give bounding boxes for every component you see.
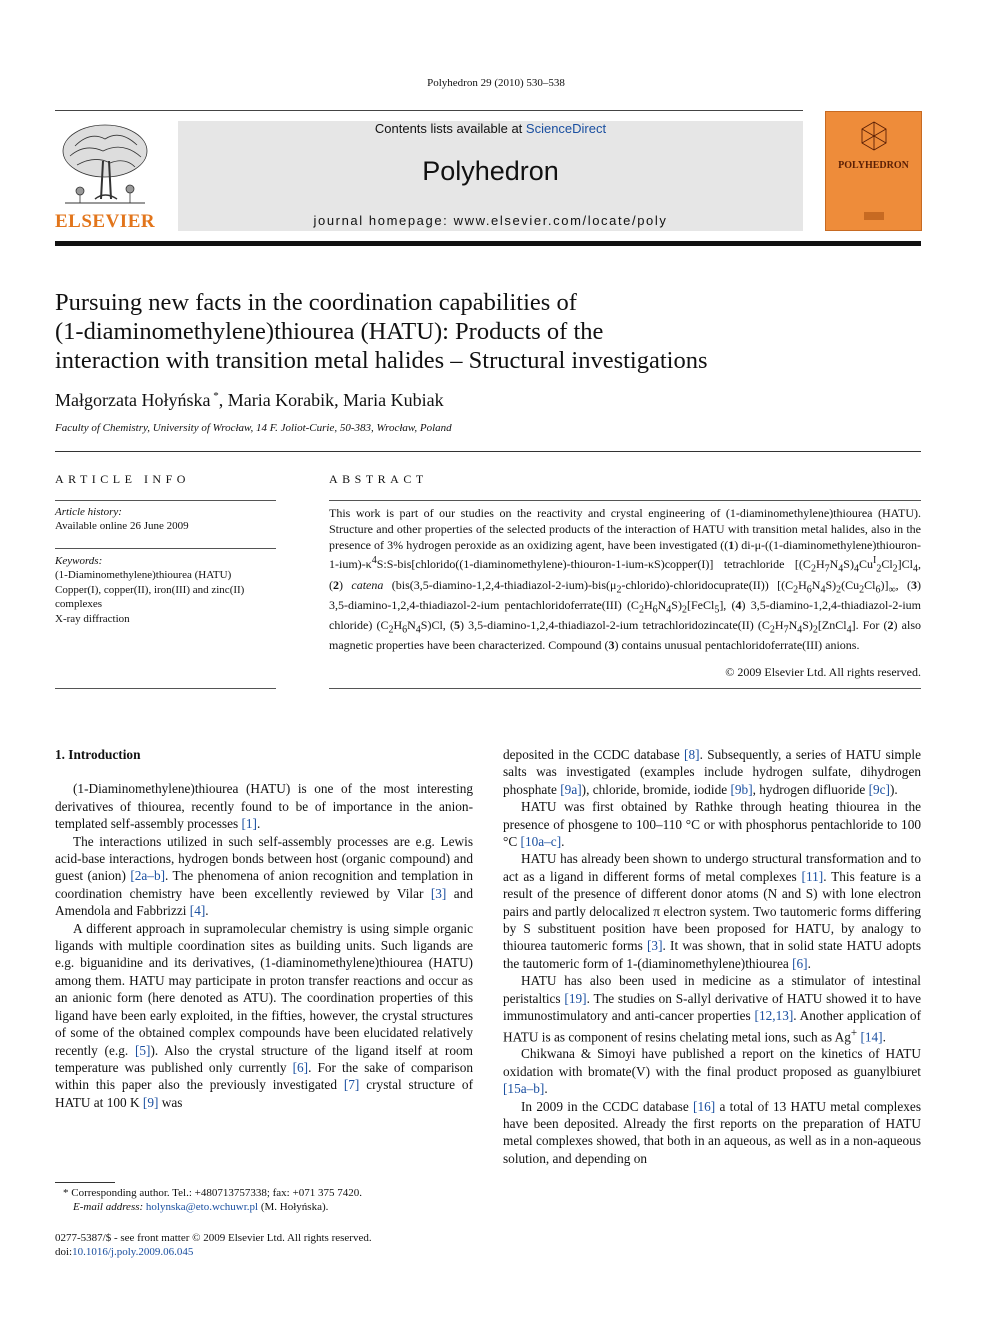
keyword: Copper(I), copper(II), iron(III) and zinc(II) [55,583,245,596]
elsevier-wordmark: ELSEVIER [55,211,156,232]
elsevier-tree-icon [55,121,155,211]
journal-cover[interactable] [825,111,922,231]
citation-link[interactable]: [9b] [730,781,753,797]
author-name: Małgorzata Hołyńska [55,390,211,410]
doi-link[interactable]: 10.1016/j.poly.2009.06.045 [72,1246,194,1258]
section-rule [55,451,921,452]
section-heading: 1. Introduction [55,747,141,762]
email-link[interactable]: holynska@eto.wchuwr.pl [145,1201,259,1213]
title-line: (1-diaminomethylene)thiourea (HATU): Products of the [55,318,604,345]
paragraph: Chikwana & Simoyi have published a report on the kinetics of HATU oxidation with bromate(V) with the final product proposed as guanylbiuret [15a–b]. [503,1046,921,1097]
article-info-heading: ARTICLE INFO [55,472,190,486]
header-rule [55,110,803,111]
paragraph: The interactions utilized in such self-assembly processes are e.g. Lewis acid-base interactions, hydrogen bonds between host (organic compound) and guest (anion) [2a–b]. The phenomena of anion recognition and templation in coordination chemistry have been excellently reviewed by Vilar [3] and Amendola and Fabbrizzi [4]. [55,833,473,919]
paragraph: HATU has already been shown to undergo structural transformation and to act as a ligand in different forms of metal complexes [11]. This feature is a result of the presence of different donor atoms (N and S) with lone electron pairs and partly delocalized π electron system. Two tautomeric forms differing by S substituent position have been proposed for HATU, by analogy to thiourea tautomeric forms [3]. It was shown, that in solid state HATU adopts the tautomeric form of 1-(diaminomethylene)thiourea [6]. [503,851,921,971]
citation-link[interactable]: [1] [241,816,257,832]
footnote [55,1186,473,1214]
journal-homepage[interactable]: journal homepage: www.elsevier.com/locate/poly [313,213,668,228]
citation-link[interactable]: [3] [647,938,663,954]
article-title [55,288,935,375]
corresponding-author: Corresponding author. Tel.: +480713757338; fax: +071 375 7420. [68,1187,362,1199]
citation-link[interactable]: [5] [134,1042,151,1058]
history-label: Article history: [55,506,122,518]
citation-link[interactable]: [19] [564,990,587,1006]
abstract-heading: ABSTRACT [329,472,428,486]
citation-link[interactable]: [9] [142,1094,159,1110]
keyword: (1-Diaminomethylene)thiourea (HATU) [55,569,232,581]
polyhedron-icon [859,120,889,152]
citation-link[interactable]: [6] [792,955,808,971]
citation-link[interactable]: [16] [693,1098,716,1114]
footnote-rule [55,1182,115,1183]
citation-link[interactable]: [9a] [560,781,582,797]
citation-link[interactable]: [6] [292,1059,309,1075]
journal-reference: Polyhedron 29 (2010) 530–538 [427,77,565,89]
body-column-right [503,746,921,1167]
abstract-text: This work is part of our studies on the reactivity and crystal engineering of (1-diaminomethylene)thiourea (HATU). Structure and other properties of the selected products of the interaction of HATU with transition metal halides, also in the presence of 3% hydrogen peroxide as an oxidizing agent, have been investigated ((1) $di-\mu-((1-diaminomethylene)thiouron-1-ium)-\kappa^4S:S-bis[chlorido((1-diaminomethylene)-thiouron-1-ium-\kappa S)copper(I)]$ tetrachloride $[(C_2H_7N_4S)_4Cu^I_2Cl_2]Cl_4$, (2) catena $(bis(3,5-diamino-1,2,4-thiadiazol-2-ium)-bis(\mu_2-chlorido)-chloridocuprate(II))$ $[(C_2H_6N_4S)_2(Cu_2Cl_6)]_\infty$, (3) 3,5-diamino-1,2,4-thiadiazol-2-ium pentachloridoferrate(III) $(C_2H_6N_4S)_2[FeCl_5]$, (4) 3,5-diamino-1,2,4-thiadiazol-2-ium chloride) $(C_2H_6N_4S)Cl$, (5) 3,5-diamino-1,2,4-thiadiazol-2-ium tetrachloridozincate(II) $(C_2H_7N_4S)_2[ZnCl_4]$. For (2) also magnetic properties have been characterized. Compound (3) contains unusual pentachloridoferrate(III) anions. [329,506,921,653]
issn-line: 0277-5387/$ - see front matter © 2009 Elsevier Ltd. All rights reserved. [55,1232,372,1244]
email-name: (M. Hołyńska). [258,1201,329,1213]
author-names: , Maria Korabik, Maria Kubiak [218,390,444,410]
paragraph: A different approach in supramolecular chemistry is using simple organic ligands with multiple coordination sites as building units. Such ligands are e.g. biguanidine and its derivatives, (1-diaminomethylene)thiourea (HATU) among them. HATU may participate in proton transfer reactions and occur as an anionic form (here denoted as ATU). The coordination properties of this ligand have been early exploited, in the fifties, however, the crystal structures of some of the obtained complex compounds have been elucidated relatively recently (e.g. [5]). Also the crystal structure of the ligand itself at room temperature was published only currently [6]. For the sake of comparison within this paper also the previously investigated [7] crystal structure of HATU at 100 K [9] was [55,920,473,1110]
citation-link[interactable]: [2a–b] [130,868,166,884]
citation-link[interactable]: [9c] [868,781,890,797]
citation-link[interactable]: [8] [684,747,700,762]
citation-link[interactable]: [4] [189,903,206,919]
cover-publisher-mark [864,212,884,220]
keywords-list [55,568,276,626]
citation-link[interactable]: [11] [801,868,824,884]
citation-link[interactable]: [3] [430,885,447,901]
affiliation: Faculty of Chemistry, University of Wrocław, 14 F. Joliot-Curie, 50-383, Wrocław, Poland [55,422,452,434]
title-line: Pursuing new facts in the coordination capabilities of [55,289,577,316]
citation-link[interactable]: [7] [343,1077,360,1093]
paragraph: HATU was first obtained by Rathke through heating thiourea in the presence of phosgene to 100–110 °C or with phosphorus pentachloride to 100 °C [10a–c]. [503,799,921,850]
keyword: X-ray diffraction [55,612,130,625]
citation-link[interactable]: [10a–c] [520,834,562,850]
abstract-rule [329,500,921,501]
history-value: Available online 26 June 2009 [55,520,189,532]
citation-link[interactable]: [15a–b] [503,1081,545,1097]
keyword: complexes [55,598,103,610]
paragraph: In 2009 in the CCDC database [16] a total of 13 HATU metal complexes have been deposited. Already the first reports on the preparation of HATU metal complexes showed, that both in an aqueous, as well as in a non-aqueous solution, and depending on [503,1098,922,1166]
email-label: E-mail address: [73,1201,146,1213]
info-rule [55,548,276,549]
abstract-copyright: © 2009 Elsevier Ltd. All rights reserved. [725,665,921,679]
info-rule [55,688,276,689]
keywords-label: Keywords: [55,555,103,567]
contents-prefix: Contents lists available at [374,121,526,136]
journal-name: Polyhedron [422,156,559,186]
corresponding-mark[interactable]: * [210,390,219,402]
paragraph: (1-Diaminomethylene)thiourea (HATU) is one of the most interesting derivatives of thiourea, recently found to be of importance in the anion-templated self-assembly processes [1]. [55,781,473,832]
authors [55,390,444,411]
cover-title: POLYHEDRON [838,160,909,171]
contents-line [178,121,803,136]
doi-label: doi: [55,1246,73,1258]
body-column-left [55,746,473,1111]
paragraph: HATU has also been used in medicine as a stimulator of intestinal peristaltics [19]. The studies on S-allyl derivative of HATU showed it to have immunostimulatory and anti-cancer properties [12,13]. Another application of HATU is as component of resins chelating metal ions, such as Ag+ [14]. [503,973,922,1044]
sciencedirect-link[interactable]: ScienceDirect [525,121,607,136]
front-matter [55,1231,473,1259]
abstract-rule [329,688,921,689]
header-thick-rule [55,241,921,246]
info-rule [55,500,276,501]
title-line: interaction with transition metal halides – Structural investigations [55,347,708,374]
citation-link[interactable]: [14] [860,1028,883,1044]
paragraph: deposited in the CCDC database [8]. Subsequently, a series of HATU simple salts was investigated (examples include hydrogen sulfate, dihydrogen phosphate [9a]), chloride, bromide, iodide [9b], hydrogen difluoride [9c]). [503,747,921,797]
footnote-mark: * [63,1187,69,1199]
citation-link[interactable]: [12,13] [754,1008,794,1024]
